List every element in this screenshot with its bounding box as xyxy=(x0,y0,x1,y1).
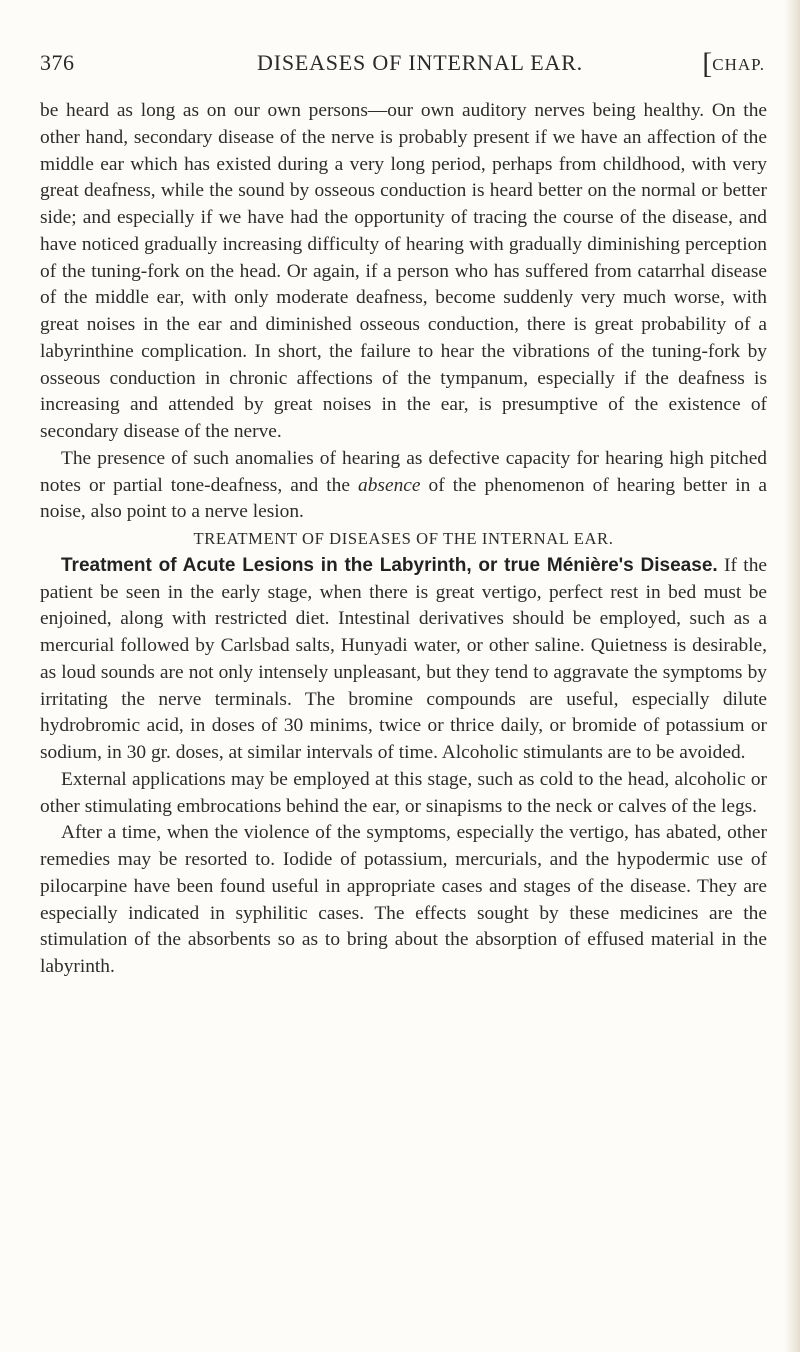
chapter-bracket: [ xyxy=(702,47,713,80)
running-title: DISEASES OF INTERNAL EAR. xyxy=(257,50,583,75)
page-edge-shadow xyxy=(784,0,800,1352)
chapter-mark xyxy=(702,47,765,80)
run-in-heading: Treatment of Acute Lesions in the Labyrinth, or true Ménière's Disease. xyxy=(61,554,718,576)
paragraph-anomalies xyxy=(40,446,767,526)
page-number: 376 xyxy=(40,50,75,75)
paragraph-anomalies-text-1: The presence of such anomalies of hearing as defective capacity for hearing high pitched notes or partial tone-deafness, and the xyxy=(40,447,767,496)
section-heading: TREATMENT OF DISEASES OF THE INTERNAL EAR. xyxy=(193,529,614,548)
paragraph-meniere-text: If the patient be seen in the early stage, when there is great vertigo, perfect rest in bed must be enjoined, along with restricted diet. Intestinal derivatives should be employed, such as a mercurial followed by Carlsbad salts, Hunyadi water, or other saline. Quietness is desirable, as loud sounds are not only intensely unpleasant, but they tend to aggravate the symptoms by irritating the nerve terminals. The bromine compounds are useful, especially dilute hydrobromic acid, in doses of 30 minims, twice or thrice daily, or bromide of potassium or sodium, in 30 gr. doses, at similar intervals of time. Alcoholic stimulants are to be avoided. xyxy=(40,554,767,763)
chapter-label: CHAP. xyxy=(712,55,765,74)
paragraph-later-remedies: After a time, when the violence of the symptoms, especially the vertigo, has abated, other remedies may be resorted to. Iodide of potassium, mercurials, and the hypodermic use of pilocarpine have been found useful in appropriate cases and stages of the disease. They are especially indicated in syphilitic cases. The effects sought by these medicines are the stimulation of the absorbents so as to bring about the absorption of effused material in the labyrinth. xyxy=(40,822,767,977)
paragraph-external-applications: External applications may be employed at this stage, such as cold to the head, alcoholic or other stimulating embrocations behind the ear, or sinapisms to the neck or calves of the legs. xyxy=(40,768,767,817)
paragraph-anomalies-text-2: of the phenomenon of hearing better in a noise, also point to a nerve lesion. xyxy=(40,474,767,523)
emphasis-absence: absence xyxy=(358,474,421,496)
paragraph-meniere xyxy=(40,553,767,767)
body-text xyxy=(40,98,767,981)
running-header xyxy=(40,47,765,84)
paragraph-continued: be heard as long as on our own persons—our own auditory nerves being healthy. On the other hand, secondary disease of the nerve is probably present if we have an affection of the middle ear which has existed during a very long period, perhaps from childhood, with very great deafness, while the sound by osseous conduction is heard better on the normal or better side; and especially if we have had the opportunity of tracing the course of the disease, and have noticed gradually increasing difficulty of hearing with gradually diminishing perception of the tuning-fork on the head. Or again, if a person who has suffered from catarrhal disease of the middle ear, with only moderate deafness, become suddenly very much worse, with great noises in the ear and diminished osseous conduction, there is great probability of a labyrinthine complication. In short, the failure to hear the vibrations of the tuning-fork by osseous conduction in chronic affections of the tympanum, especially if the deafness is increasing and attended by great noises in the ear, is presumptive of the existence of secondary disease of the nerve. xyxy=(40,100,767,442)
